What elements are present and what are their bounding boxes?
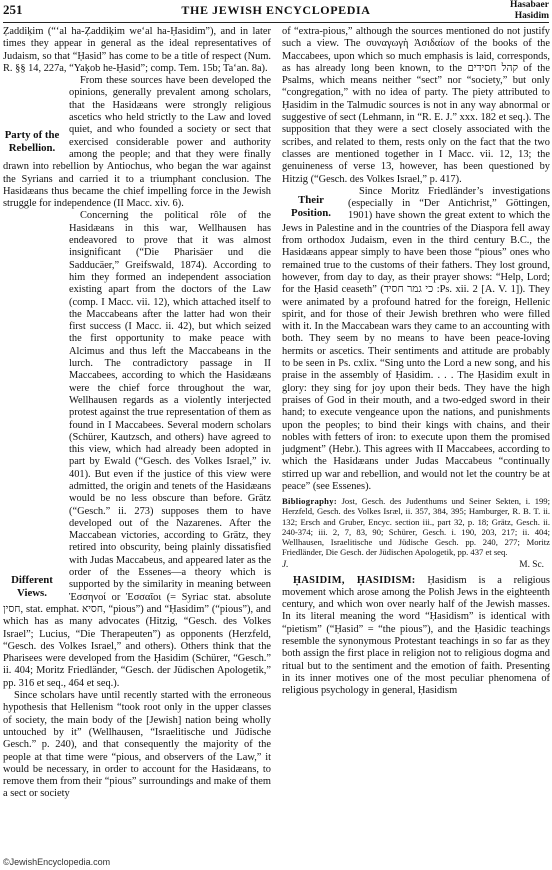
bibliography-text: Jost, Gesch. des Judenthums und Seiner Sekten, i. 199; Herzfeld, Gesch. des Volkes Isræl, ii. 357, 384, 395; Hamburger, R. B. T. ii. 132; Ersch and Gruber, Encyc. section iii., part 32, p. 18; Grätz, Gesch. ii. 240-374; iii. 2, 7, 83, 90; Schürer, Gesch. i. 190, 203, 217; ii. 404; Wellhausen, Israelitische und Jüdische Gesch. pp. 240, 277; Moritz Friedländer, Die Gesch. der Jüdischen Apologetik, pp. 437 et seq. <box>282 496 550 558</box>
paragraph: From these sources have been developed the opinions, generally prevalent among scholars, that the Hasidæans were strongly religious ascetics who held strictly to the Law and loved quiet, and who founded a society or sect that exercised considerable power and authority among the people; and that they were finally drawn into rebellion by Antiochus, who began the war against the Syrians and carried it to a triumphant conclusion. The Hasidæans thus became the chief impelling force in the Jewish struggle for independence (II Macc. xiv. 6). <box>3 75 271 210</box>
signature-initial: J. <box>282 559 289 570</box>
author-signature: M. Sc. <box>519 559 544 570</box>
article-paragraph <box>282 575 550 698</box>
keyword-first: Hasabaer <box>509 0 549 10</box>
page-header <box>0 0 552 22</box>
paragraph: Concerning the political rôle of the Hasidæans in this war, Wellhausen has endeavored to prove that it was almost insignificant (“Die Pharisäer und die Sadducäer,” Greifswald, 1874). According to him they formed an independent association existing apart from the doctors of the Law (comp. I Macc. vii. 12), which attached itself to the Maccabeans after the latter had won their first success (I Macc. ii. 42), but which seized the first opportunity to make peace with Alcimus and thus left the Maccabeans in the lurch. The contradictory passage in II Maccabees, according to which the Hasidæans were the chief force throughout the war, Wellhausen regards as a violently interjected protest against the true representation of them as found in I Maccabees. Several modern scholars (Schürer, Kautzsch, and others) have agreed to this view, which had already been adopted in part by Ewald (“Gesch. des Volkes Israel,” iv. 401). But even if the justice of this view were admitted, the origin and tenets of the Hasidæans would be no less obscure than before. Grätz (“Gesch.” ii. 273) supposes them to have developed out of the Nazarenes. After the Maccabean victories, according to Grätz, they retired into obscurity, being plainly dissatisfied with Judas Maccabeus, and appeared later as the order of the Essenes—a theory which is supported by the similarity in meaning between Ἐσσηνοί or Ἐσσαῖοι (= Syriac stat. absolute חסין, stat. emphat. חסיא, “pious”) and “Ḥasidim” (“pious”), and which has as many advocates (Hitzig, “Gesch. des Volkes Israel”; Lucius, “Die Therapeuten”) as opponents (Herzfeld, “Gesch. des Volkes Israel,” and others). Others think that the Pharisees were developed from the Ḥasidim (Schürer, “Gesch.” ii. 404; Moritz Friedländer, “Gesch. der Jüdischen Apologetik,” pp. 316 et seq., 464 et seq.). <box>3 210 271 689</box>
paragraph: Ẓaddiḳim (“‘al ha-Ẓaddiḳim we‘al ha-Ḥasidim”), and in later times they appear in general as the ideal representatives of Judaism, so that “Ḥasid” has come to be a title of respect (Num. R. §§ 14, 227a, “Yaḳob he-Ḥasid”; comp. Tem. 15b; Ta‘an. 8a). <box>3 26 271 74</box>
bibliography-label: Bibliography: <box>282 496 337 507</box>
site-credit: ©JewishEncyclopedia.com <box>3 857 111 867</box>
header-rule <box>3 22 549 23</box>
left-column <box>3 26 271 801</box>
side-heading-different-views: Different Views. <box>11 574 53 600</box>
running-title: THE JEWISH ENCYCLOPEDIA <box>181 3 371 17</box>
running-keywords <box>510 0 549 21</box>
paragraph: of “extra-pious,” although the sources mentioned do not justify such a view. The συναγωγὴ Ἀσιδαίων of the books of the Maccabees, upon which so much emphasis is laid, corresponds, as has already long been known, to the קהל חסידים of the Psalms, which means neither “sect” nor “society,” but only “congregation,” with no idea of party. The piety attributed to Ḥasidim in the Talmudic sources is not in any way abnormal or suggestive of sect (Lehmann, in “R. E. J.” xxx. 182 et seq.). The supposition that they were a sect closely associated with the scribes, and related to them, rests only on the fact that the two classes are mentioned together in I Macc. vii. 12, 13; the genuineness of verse 13, however, has been questioned by Hitzig (“Gesch. des Volkes Israel,” p. 417). <box>282 26 550 185</box>
keyword-last: Hasidim <box>514 10 549 21</box>
article-hasidism <box>282 575 550 698</box>
paragraph: Since scholars have until recently started with the erroneous hypothesis that Hellenism “took root only in the upper classes of society, the main body of the [Jewish] nation being wholly untouched by it” (Wellhausen, “Israelitische und Jüdische Gesch.” p. 240), and that consequently the majority of the people at that time were “pious, and observers of the Law,” it would be necessary, in order to account for the Hasidæans, to remove them from their “pious” surroundings and make of them a sect or society <box>3 690 271 800</box>
right-column <box>282 26 550 697</box>
paragraph: Since Moritz Friedländer’s investigations (especially in “Der Antichrist,” Göttingen, 1901) have shown the great extent to which the Jews in Palestine and in the countries of the Diaspora fell away from orthodox Judaism, even in the third century B.C., the Hasidæans appear simply to have been those “pious” ones who remained true to the customs of their fathers. They lost ground, however, from day to day, as their prayer shows: “Help, Lord; for the Ḥasid ceaseth” (כי גמר חסיד :Ps. xii. 2 [A. V. 1]). They were animated by a profound hatred for the foreign, Hellenic spirit, and for those of their Jewish brethren who were filled with it. In the Maccabean wars they came to an accounting with both. They seem by no means to have been peace-loving hermits or ascetics. Their sentiments and attitude are probably to be seen in Ps. cxlix. “Sing unto the Lord a new song, and his praise in the assembly of Ḥasidim. . . . The Ḥasidim exult in glory: they sing for joy upon their beds. They have the high praises of God in their mouth, and a two-edged sword in their hand; to execute vengeance upon the nations, and punishments upon the peoples; to bind their kings with chains, and their nobles with fetters of iron: to execute upon them the promised judgment” (Hebr.). This agrees with II Maccabees, according to which the Hasidæans under Judas Maccabeus “continually stirred up war and rebellion, and would not let the country be at peace” (see Essenes). <box>282 185 550 492</box>
side-heading-their-position: Their Position. <box>291 193 331 219</box>
article-text: Ḥasidism is a religious movement which arose among the Polish Jews in the eighteenth century, and which won over nearly half of the Jewish masses. In its literal meaning the word “Ḥasidism” is identical with “pietism” (“Ḥasid” = “the pious”), and the Ḥasidic teachings resemble the synonymous Protestant teachings in so far as they both assign the first place in religion not to religious dogma and ritual but to the sentiment and the emotion of faith. Presenting in its inner motives one of the most peculiar phenomena of religious psychology in general, Ḥasidism <box>282 574 550 697</box>
bibliography <box>282 496 550 557</box>
article-headword: ḤASIDIM, ḤASIDISM: <box>293 574 416 586</box>
signature-line <box>282 559 550 571</box>
page-number: 251 <box>3 2 23 17</box>
side-heading-party-of-the-rebellion: Party of the Rebellion. <box>4 129 60 155</box>
